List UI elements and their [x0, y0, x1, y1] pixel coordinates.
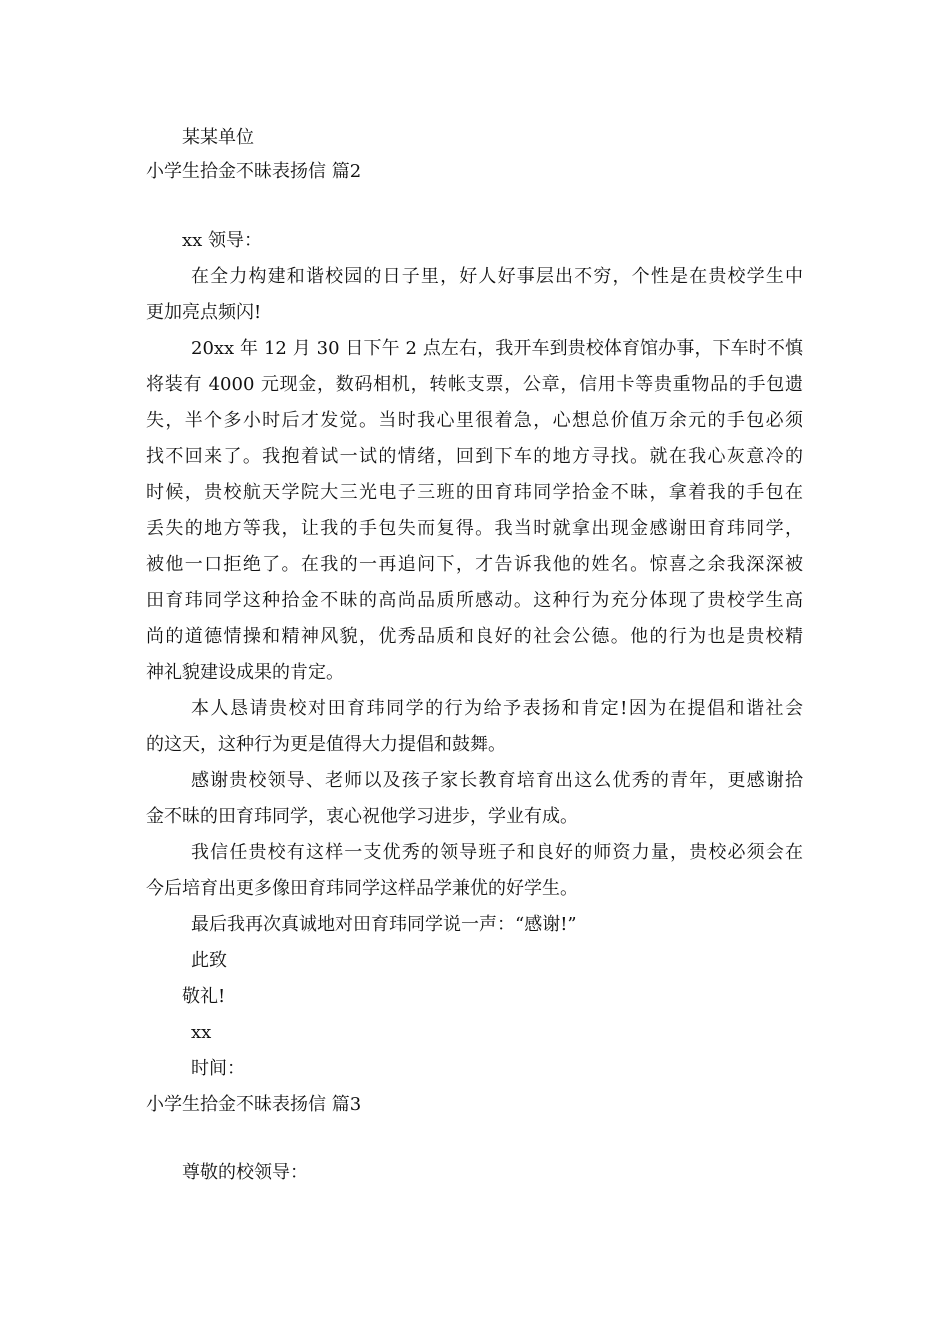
- section2-title: 小学生拾金不昧表扬信 篇2: [146, 161, 362, 182]
- signer-name: xx: [191, 1022, 212, 1043]
- paragraph-line: 今后培育出更多像田育玮同学这样品学兼优的好学生。: [146, 878, 578, 899]
- paragraph-line: 本人恳请贵校对田育玮同学的行为给予表扬和肯定!因为在提倡和谐社会: [191, 698, 803, 719]
- paragraph-line: 最后我再次真诚地对田育玮同学说一声：“感谢!”: [191, 914, 577, 935]
- section3-title: 小学生拾金不昧表扬信 篇3: [146, 1094, 362, 1115]
- paragraph-line: 我信任贵校有这样一支优秀的领导班子和良好的师资力量，贵校必须会在: [191, 842, 803, 863]
- paragraph-line: 在全力构建和谐校园的日子里，好人好事层出不穷，个性是在贵校学生中: [191, 266, 803, 287]
- prev-letter-signature: 某某单位: [182, 127, 254, 148]
- paragraph-line: 将装有 4000 元现金，数码相机，转帐支票，公章，信用卡等贵重物品的手包遗: [146, 374, 803, 395]
- section2-salutation: xx 领导：: [182, 230, 263, 251]
- closing-salute: 敬礼!: [182, 986, 226, 1007]
- time-label: 时间：: [191, 1058, 245, 1079]
- paragraph-line: 的这天，这种行为更是值得大力提倡和鼓舞。: [146, 734, 506, 755]
- paragraph-line: 时候，贵校航天学院大三光电子三班的田育玮同学拾金不昧，拿着我的手包在: [146, 482, 803, 503]
- paragraph-line: 尚的道德情操和精神风貌，优秀品质和良好的社会公德。他的行为也是贵校精: [146, 626, 803, 647]
- paragraph-line: 感谢贵校领导、老师以及孩子家长教育培育出这么优秀的青年，更感谢拾: [191, 770, 803, 791]
- section3-salutation: 尊敬的校领导：: [182, 1162, 308, 1183]
- paragraph-line: 金不昧的田育玮同学，衷心祝他学习进步，学业有成。: [146, 806, 578, 827]
- paragraph-line: 更加亮点频闪!: [146, 302, 262, 323]
- paragraph-line: 失，半个多小时后才发觉。当时我心里很着急，心想总价值万余元的手包必须: [146, 410, 803, 431]
- paragraph-line: 被他一口拒绝了。在我的一再追问下，才告诉我他的姓名。惊喜之余我深深被: [146, 554, 803, 575]
- paragraph-line: 神礼貌建设成果的肯定。: [146, 662, 344, 683]
- paragraph-line: 找不回来了。我抱着试一试的情绪，回到下车的地方寻找。就在我心灰意冷的: [146, 446, 803, 467]
- paragraph-line: 丢失的地方等我，让我的手包失而复得。我当时就拿出现金感谢田育玮同学，: [146, 518, 803, 539]
- paragraph-line: 20xx 年 12 月 30 日下午 2 点左右，我开车到贵校体育馆办事，下车时不慎: [191, 338, 803, 359]
- paragraph-line: 田育玮同学这种拾金不昧的高尚品质所感动。这种行为充分体现了贵校学生高: [146, 590, 803, 611]
- closing-regards: 此致: [191, 950, 227, 971]
